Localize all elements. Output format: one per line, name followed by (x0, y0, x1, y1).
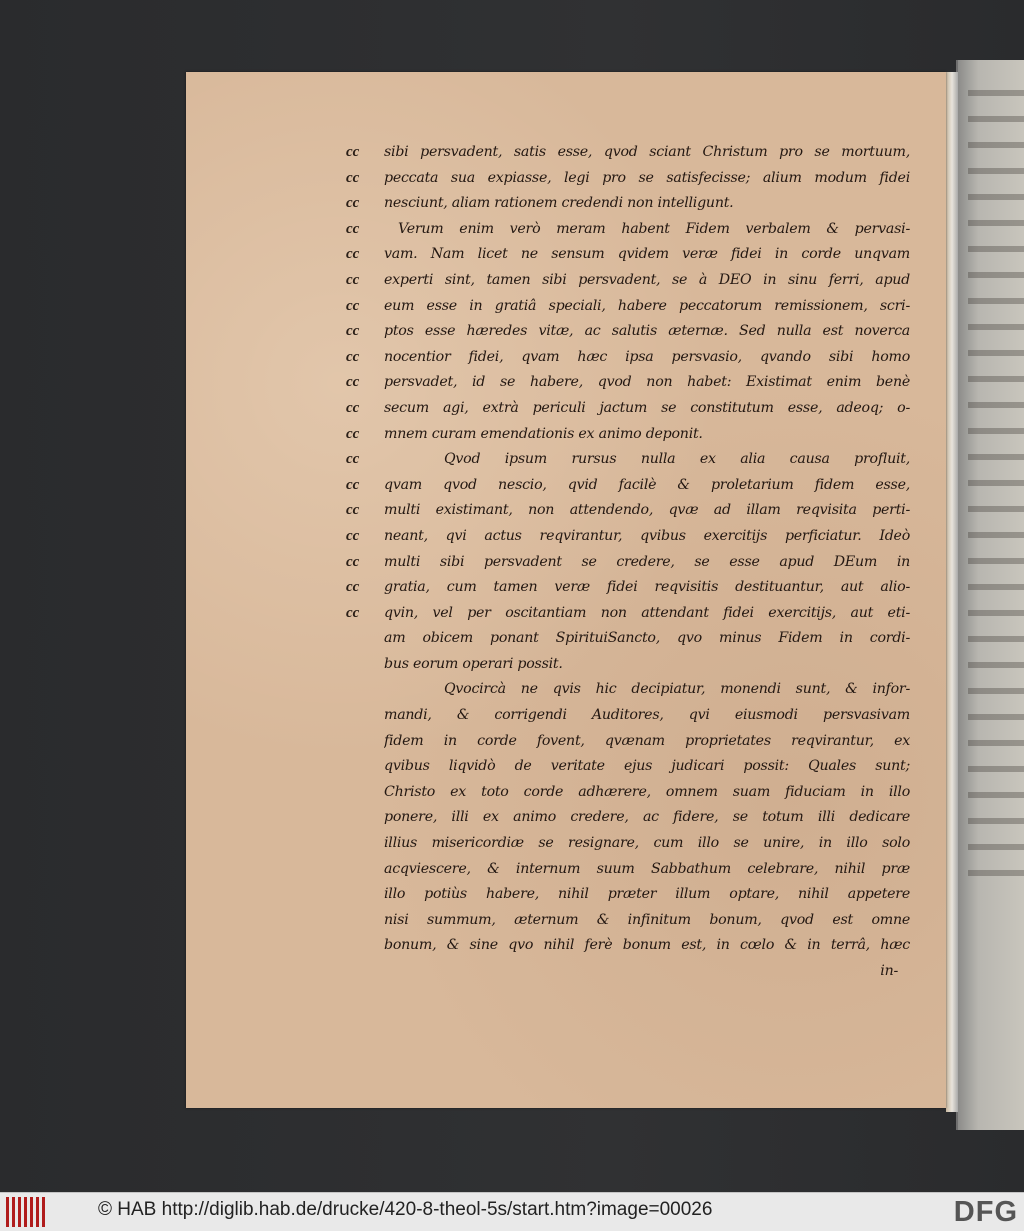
text-line: qvam qvod nescio, qvid facilè & proletarium fidem esse, (384, 476, 910, 493)
text-line: illius misericordiæ se resignare, cum illo se unire, in illo solo (384, 835, 910, 852)
quote-mark: cc (346, 169, 360, 186)
text-line: bonum, & sine qvo nihil ferè bonum est, in cœlo & in terrâ, hæc (384, 937, 910, 954)
text-line: multi existimant, non attendendo, qvæ ad illam reqvisita perti- (384, 502, 910, 519)
text-line: peccata sua expiasse, legi pro se satisfecisse; alium modum fidei (384, 169, 910, 186)
text-line: mandi, & corrigendi Auditores, qvi eiusmodi persvasivam (384, 707, 910, 724)
text-line: Qvocircà ne qvis hic decipiatur, monendi sunt, & infor- (444, 681, 910, 698)
text-line: Christo ex toto corde adhærere, omnem suam fiduciam in illo (384, 783, 910, 800)
text-line: illo potiùs habere, nihil præter illum optare, nihil appetere (384, 886, 910, 903)
quote-mark: cc (346, 527, 360, 544)
text-line: vam. Nam licet ne sensum qvidem veræ fidei in corde unqvam (384, 246, 910, 263)
marginal-quote-marks (346, 140, 374, 626)
text-line: ponere, illi ex animo credere, ac fidere, se totum illi dedicare (384, 809, 910, 826)
text-line: experti sint, tamen sibi persvadent, se à DEO in sinu ferri, apud (384, 271, 910, 288)
text-line: bus eorum operari possit. (384, 655, 563, 672)
footer-url[interactable]: © HAB http://diglib.hab.de/drucke/420-8-theol-5s/start.htm?image=00026 (98, 1199, 713, 1220)
quote-mark: cc (346, 246, 360, 263)
text-line: acqviescere, & internum suum Sabbathum celebrare, nihil præ (384, 860, 910, 877)
text-line: qvin, vel per oscitantiam non attendant fidei exercitijs, aut eti- (384, 604, 910, 621)
text-line: am obicem ponant SpirituiSancto, qvo minus Fidem in cordi- (384, 630, 910, 647)
quote-mark: cc (346, 399, 360, 416)
text-line: gratia, cum tamen veræ fidei reqvisitis destituantur, aut alio- (384, 579, 910, 596)
quote-mark: cc (346, 579, 360, 596)
page-text (384, 140, 910, 985)
quote-mark: cc (346, 476, 360, 493)
quote-mark: cc (346, 502, 360, 519)
text-line: persvadet, id se habere, qvod non habet: Existimat enim benè (384, 374, 910, 391)
text-line: sibi persvadent, satis esse, qvod sciant Christum pro se mortuum, (384, 144, 910, 160)
quote-mark: cc (346, 348, 360, 365)
hab-logo-icon[interactable] (6, 1197, 46, 1227)
quote-mark: cc (346, 425, 360, 442)
quote-mark: cc (346, 220, 360, 237)
next-page-text-shadow (968, 90, 1024, 890)
quote-mark: cc (346, 553, 360, 570)
text-line: eum esse in gratiâ speciali, habere peccatorum remissionem, scri- (384, 297, 910, 314)
text-line: secum agi, extrà periculi jactum se constitutum esse, adeoq; o- (384, 399, 910, 416)
text-line: nesciunt, aliam rationem credendi non intelligunt. (384, 195, 734, 212)
text-line: Qvod ipsum rursus nulla ex alia causa profluit, (444, 451, 910, 468)
quote-mark: cc (346, 271, 360, 288)
quote-mark: cc (346, 374, 360, 391)
text-line: nisi summum, æternum & infinitum bonum, qvod est omne (384, 911, 910, 928)
text-line: in- (880, 963, 898, 979)
quote-mark: cc (346, 604, 360, 621)
text-line: mnem curam emendationis ex animo deponit. (384, 425, 703, 442)
page-gutter (946, 72, 958, 1112)
quote-mark: cc (346, 195, 360, 212)
text-line: qvibus liqvidò de veritate ejus judicari possit: Quales sunt; (384, 758, 910, 775)
text-line: neant, qvi actus reqvirantur, qvibus exercitijs perficiatur. Ideò (384, 527, 910, 544)
text-line: nocentior fidei, qvam hæc ipsa persvasio, qvando sibi homo (384, 348, 910, 365)
text-line: multi sibi persvadent se credere, se esse apud DEum in (384, 553, 910, 570)
quote-mark: cc (346, 451, 360, 468)
dfg-logo[interactable]: DFG (953, 1196, 1018, 1228)
text-line: Verum enim verò meram habent Fidem verbalem & pervasi- (398, 220, 910, 237)
quote-mark: cc (346, 297, 360, 314)
quote-mark: cc (346, 323, 360, 340)
quote-mark: cc (346, 144, 360, 160)
text-line: fidem in corde fovent, qvænam proprietates reqvirantur, ex (384, 732, 910, 749)
text-line: ptos esse hæredes vitæ, ac salutis æternæ. Sed nulla est noverca (384, 323, 910, 340)
footer-bar (0, 1192, 1024, 1231)
